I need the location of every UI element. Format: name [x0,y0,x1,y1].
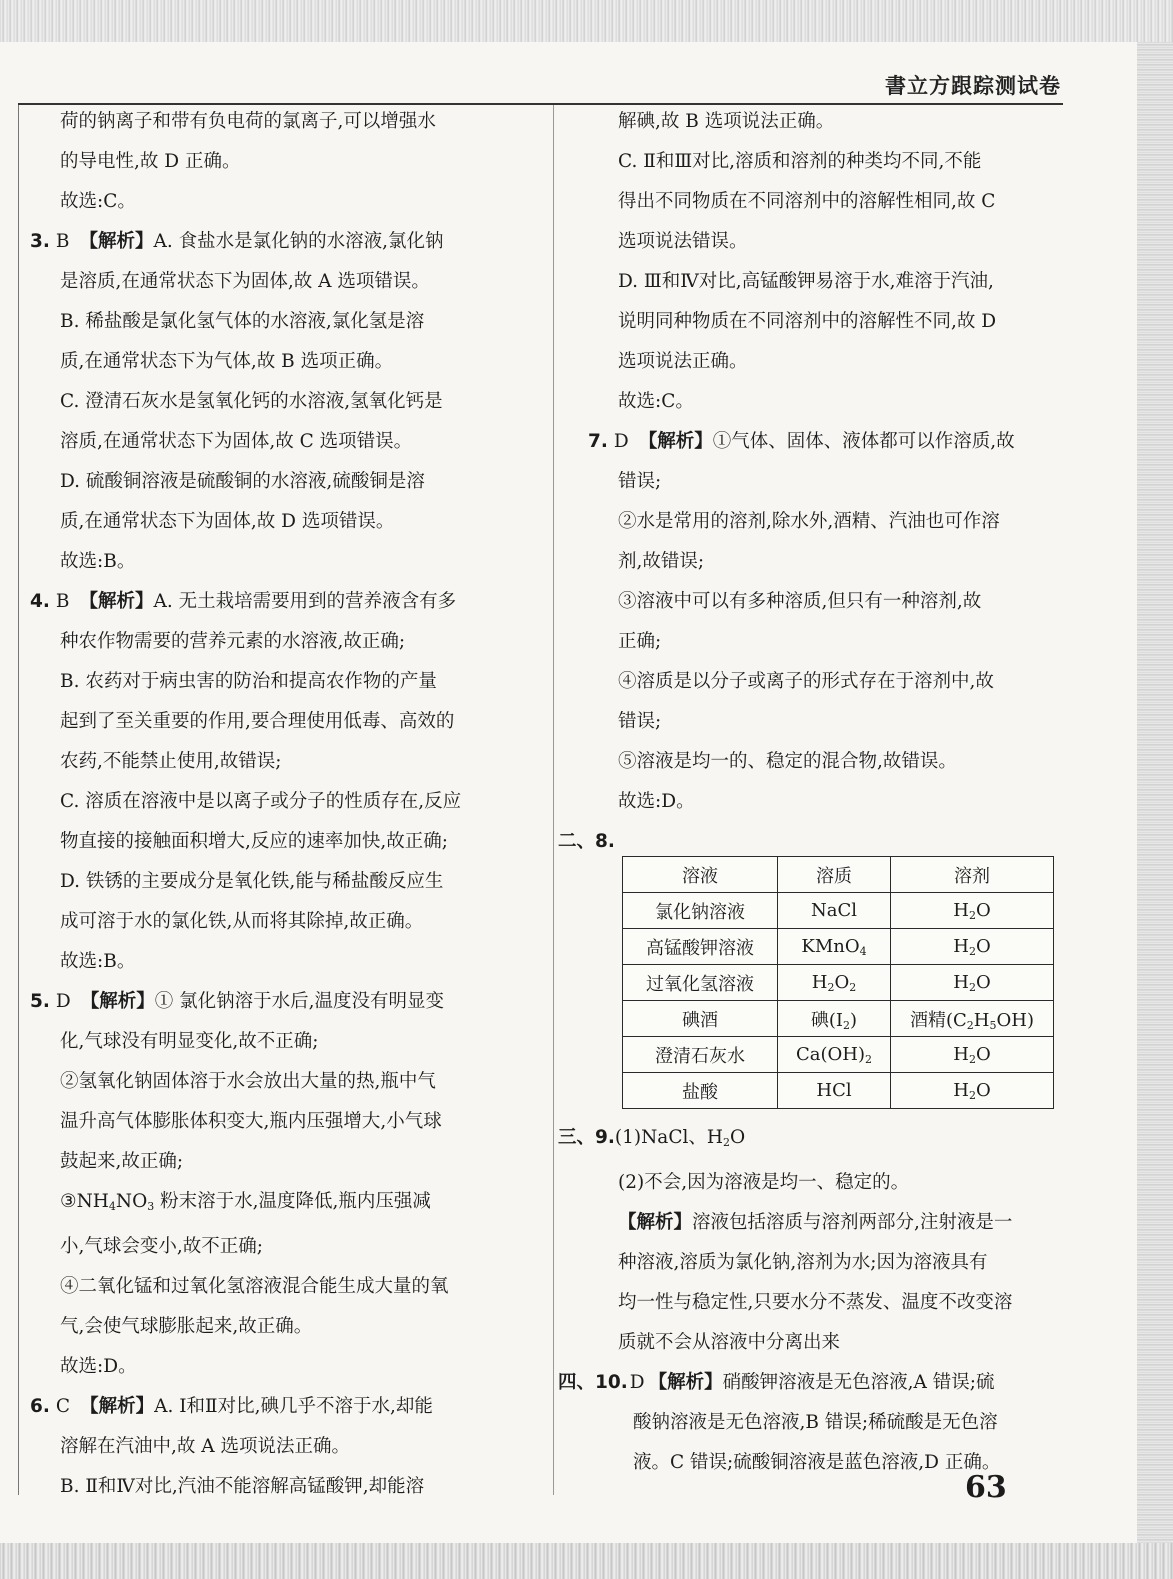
solvent-cell: $H_2O$ [891,1037,1054,1073]
solution-cell: 澄清石灰水 [623,1037,778,1073]
question-5-header [30,982,535,1022]
formula-subscript: 3 [147,1200,155,1213]
question-6-header [30,1387,535,1427]
table-row [623,1073,1054,1109]
question-number: 4. [30,591,50,612]
question-number: 三、9. [558,1127,615,1148]
answer-letter: B [55,591,70,612]
text-part: 硝酸钾溶液是无色溶液,A 错误;硫 [722,1372,995,1393]
solution-cell: 氯化钠溶液 [623,893,778,929]
left-margin-rule [18,105,19,1495]
right-column [558,102,1068,862]
text-part: 溶液包括溶质与溶剂两部分,注射液是一 [692,1212,1013,1233]
text-line: B. 农药对于病虫害的防治和提高农作物的产量 [60,671,437,692]
question-number: 四、10. [558,1372,628,1393]
text-part: 粉末溶于水,温度降低,瓶内压强减 [154,1191,431,1212]
solvent-cell: $H_2O$ [891,893,1054,929]
question-number: 7. [588,431,608,452]
text-line: 故选:B。 [60,951,136,972]
text-line: ④二氧化锰和过氧化氢溶液混合能生成大量的氧 [60,1276,449,1297]
formula-part: NO [115,1191,148,1212]
text-line: 质就不会从溶液中分离出来 [618,1332,841,1353]
table-row [623,929,1054,965]
text-line: 溶解在汽油中,故 A 选项说法正确。 [60,1436,351,1457]
text-line [588,1203,1068,1243]
text-line: 的导电性,故 D 正确。 [60,151,241,172]
text-line: B. 稀盐酸是氯化氢气体的水溶液,氯化氢是溶 [60,311,425,332]
text-line: 溶质,在通常状态下为固体,故 C 选项错误。 [60,431,413,452]
text-line: 种农作物需要的营养元素的水溶液,故正确; [60,631,406,652]
solvent-cell: $H_2O$ [891,965,1054,1001]
solvent-cell: 酒精$(C_2H_5OH)$ [891,1001,1054,1037]
text-line: ⑤溶液是均一的、稳定的混合物,故错误。 [618,751,957,772]
solute-cell: $Ca(OH)_2$ [778,1037,891,1073]
page-header-title: 書立方跟踪测试卷 [885,74,1061,98]
text-line: 选项说法正确。 [618,351,748,372]
text-line: 鼓起来,故正确; [60,1151,184,1172]
text-line: 农药,不能禁止使用,故错误; [60,751,282,772]
text-line: 正确; [618,631,662,652]
column-divider [553,105,554,1495]
text-line: 种溶液,溶质为氯化钠,溶剂为水;因为溶液具有 [618,1252,988,1273]
text-line: ①气体、固体、液体都可以作溶质,故 [712,431,1015,452]
text-line: 均一性与稳定性,只要水分不蒸发、温度不改变溶 [618,1292,1013,1313]
text-line: 是溶质,在通常状态下为固体,故 A 选项错误。 [60,271,430,292]
text-line: 小,气球会变小,故不正确; [60,1236,263,1257]
formula-subscript: 2 [723,1136,731,1149]
text-line: 故选:D。 [60,1356,137,1377]
solute-cell: $H_2O_2$ [778,965,891,1001]
scan-edge-top [0,0,1173,42]
text-line: 气,会使气球膨胀起来,故正确。 [60,1316,313,1337]
text-line: C. 溶质在溶液中是以离子或分子的性质存在,反应 [60,791,462,812]
table-row [623,965,1054,1001]
text-line: (2)不会,因为溶液是均一、稳定的。 [618,1172,910,1193]
text-line: A. 食盐水是氯化钠的水溶液,氯化钠 [153,231,444,252]
answer-part: O [730,1127,746,1148]
text-line: 说明同种物质在不同溶剂中的溶解性不同,故 D [618,311,997,332]
text-line: 剂,故错误; [618,551,705,572]
table-header-row [623,857,1054,893]
solution-cell: 高锰酸钾溶液 [623,929,778,965]
text-line: 起到了至关重要的作用,要合理使用低毒、高效的 [60,711,455,732]
text-line: ① 氯化钠溶于水后,温度没有明显变 [154,991,445,1012]
solute-cell: 碘$(I_2)$ [778,1001,891,1037]
left-column [30,102,535,1507]
analysis-tag: 【解析】 [80,1396,155,1417]
question-number: 5. [30,991,50,1012]
text-line: 质,在通常状态下为气体,故 B 选项正确。 [60,351,394,372]
text-line: 故选:C。 [618,391,694,412]
solution-cell: 过氧化氢溶液 [623,965,778,1001]
text-line [60,1182,535,1227]
text-line: 解碘,故 B 选项说法正确。 [618,111,835,132]
scan-edge-bottom [0,1543,1173,1579]
scan-edge-right [1137,42,1173,1543]
solute-cell: NaCl [778,893,891,929]
text-line: ③溶液中可以有多种溶质,但只有一种溶剂,故 [618,591,982,612]
text-line: 物直接的接触面积增大,反应的速率加快,故正确; [60,831,448,852]
text-line: A. 无土栽培需要用到的营养液含有多 [153,591,457,612]
answer-letter: B [55,231,70,252]
text-line: 故选:C。 [60,191,136,212]
solution-cell: 碘酒 [623,1001,778,1037]
right-column-lower [558,1118,1068,1483]
formula-subscript: 4 [108,1200,116,1213]
text-line: ④溶质是以分子或离子的形式存在于溶剂中,故 [618,671,994,692]
text-line: C. 澄清石灰水是氢氧化钙的水溶液,氢氧化钙是 [60,391,443,412]
solution-table [622,856,1054,1109]
text-line: 液。C 错误;硫酸铜溶液是蓝色溶液,D 正确。 [633,1452,1001,1473]
text-line: 错误; [618,711,662,732]
solution-cell: 盐酸 [623,1073,778,1109]
analysis-tag: 【解析】 [79,231,154,252]
text-line: B. Ⅱ和Ⅳ对比,汽油不能溶解高锰酸钾,却能溶 [60,1476,425,1497]
table-row [623,1037,1054,1073]
text-line: 酸钠溶液是无色溶液,B 错误;稀硫酸是无色溶 [633,1412,998,1433]
table-row [623,1001,1054,1037]
table-header-cell: 溶液 [623,857,778,893]
answer-letter: D [629,1372,645,1393]
text-line: ②水是常用的溶剂,除水外,酒精、汽油也可作溶 [618,511,1000,532]
answer-letter: D [55,991,71,1012]
table-row [623,893,1054,929]
text-line: 温升高气体膨胀体积变大,瓶内压强增大,小气球 [60,1111,442,1132]
solute-cell: HCl [778,1073,891,1109]
text-line: 成可溶于水的氯化铁,从而将其除掉,故正确。 [60,911,424,932]
analysis-tag: 【解析】 [638,431,713,452]
question-10-header [558,1363,1068,1403]
text-line: 错误; [618,471,662,492]
text-line: ②氢氧化钠固体溶于水会放出大量的热,瓶中气 [60,1071,436,1092]
question-4-header [30,582,535,622]
text-line: 故选:D。 [618,791,695,812]
text-line: 选项说法错误。 [618,231,748,252]
analysis-tag: 【解析】 [618,1212,693,1233]
question-7-header [588,422,1068,462]
formula-part: ③NH [60,1191,109,1212]
text-line: D. 硫酸铜溶液是硫酸铜的水溶液,硫酸铜是溶 [60,471,425,492]
answer-letter: C [55,1396,71,1417]
answer-letter: D [613,431,629,452]
text-line: 化,气球没有明显变化,故不正确; [60,1031,319,1052]
question-number: 3. [30,231,50,252]
page-number: 63 [965,1470,1007,1505]
text-line: D. 铁锈的主要成分是氧化铁,能与稀盐酸反应生 [60,871,444,892]
solute-cell: KMnO$_4$ [778,929,891,965]
analysis-tag: 【解析】 [80,991,155,1012]
solvent-cell: $H_2O$ [891,1073,1054,1109]
question-3-header [30,222,535,262]
answer-part: (1)NaCl、H [614,1127,724,1148]
text-line: C. Ⅱ和Ⅲ对比,溶质和溶剂的种类均不同,不能 [618,151,982,172]
text-line: A. Ⅰ和Ⅱ对比,碘几乎不溶于水,却能 [154,1396,433,1417]
analysis-tag: 【解析】 [79,591,154,612]
text-line: 得出不同物质在不同溶剂中的溶解性相同,故 C [618,191,996,212]
text-line: D. Ⅲ和Ⅳ对比,高锰酸钾易溶于水,难溶于汽油, [618,271,994,292]
analysis-tag: 【解析】 [648,1372,723,1393]
question-number: 二、8. [558,831,615,852]
text-line: 故选:B。 [60,551,136,572]
table-header-cell: 溶质 [778,857,891,893]
question-number: 6. [30,1396,50,1417]
text-line: 质,在通常状态下为固体,故 D 选项错误。 [60,511,395,532]
question-9-header [558,1118,1068,1163]
solvent-cell: $H_2O$ [891,929,1054,965]
table-header-cell: 溶剂 [891,857,1054,893]
text-line: 荷的钠离子和带有负电荷的氯离子,可以增强水 [60,111,436,132]
